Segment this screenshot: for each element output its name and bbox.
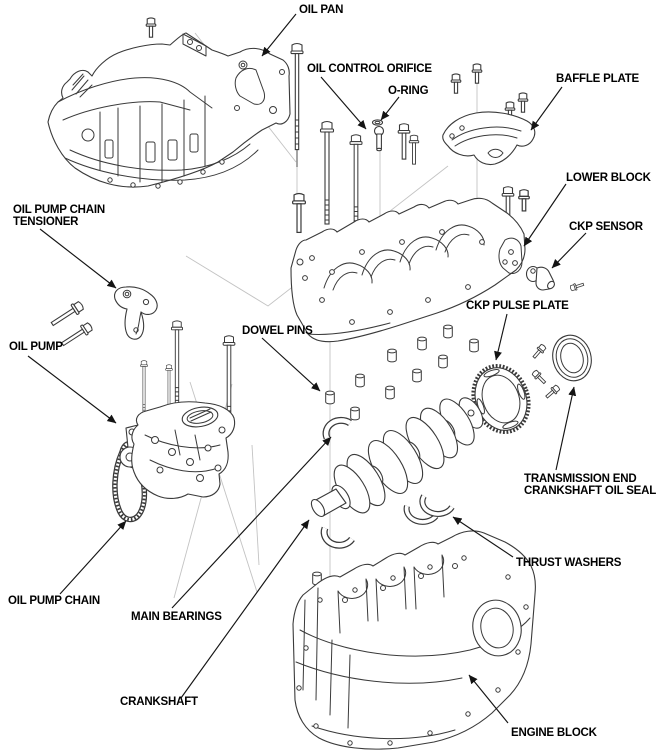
baffle-plate-drawing <box>443 112 535 165</box>
label-crankshaft: CRANKSHAFT <box>120 696 198 708</box>
ckp-sensor-drawing <box>527 267 556 291</box>
label-oil-control-orifice: OIL CONTROL ORIFICE <box>307 63 432 75</box>
oil-pump-chain-tensioner-drawing <box>115 287 158 339</box>
crankshaft-oil-seal-drawing <box>548 331 597 385</box>
label-thrust-washers: THRUST WASHERS <box>516 557 622 569</box>
label-oil-pump-chain: OIL PUMP CHAIN <box>8 595 100 607</box>
o-ring-leader <box>381 97 399 120</box>
tensioner-leader <box>40 229 116 288</box>
lower-block-leader <box>524 184 566 246</box>
ckp-sensor-bolt <box>570 281 585 292</box>
ckp-pulse-plate-leader <box>496 314 507 360</box>
label-oil-pan: OIL PAN <box>299 4 344 16</box>
label-lower-block: LOWER BLOCK <box>566 172 651 184</box>
o-ring-drawing <box>373 120 383 125</box>
oil-pump-leader <box>28 356 116 423</box>
bolt <box>146 18 156 37</box>
label-baffle-plate: BAFFLE PLATE <box>556 73 639 85</box>
label-ckp-pulse-plate: CKP PULSE PLATE <box>466 300 569 312</box>
pulse-plate-bolt <box>531 369 547 385</box>
oil-pump-drawing <box>120 402 235 499</box>
label-dowel-pins: DOWEL PINS <box>242 325 313 337</box>
label-o-ring: O-RING <box>388 85 429 97</box>
seal-bolt <box>531 343 547 360</box>
crankshaft-leader <box>181 520 309 698</box>
label-oil-pump-chain-tensioner-line2: TENSIONER <box>13 216 79 228</box>
label-oil-pump: OIL PUMP <box>9 341 63 353</box>
oil-pan-leader <box>262 14 296 56</box>
label-transmission-end-seal-line1: TRANSMISSION END <box>524 473 637 485</box>
label-main-bearings: MAIN BEARINGS <box>131 611 222 623</box>
engine-block-drawing <box>293 531 535 749</box>
thrust-washers-drawing <box>407 496 452 522</box>
label-oil-pump-chain-tensioner-line1: OIL PUMP CHAIN <box>13 204 105 216</box>
label-transmission-end-seal-line2: CRANKSHAFT OIL SEAL <box>524 485 657 497</box>
oil-pan-drawing <box>48 33 290 188</box>
oil-pump-chain-leader <box>60 521 126 594</box>
dowel-pins-leader <box>262 338 320 391</box>
oil-control-orifice-drawing <box>375 127 384 151</box>
oil-pan-long-bolt <box>291 44 303 168</box>
label-engine-block: ENGINE BLOCK <box>511 727 597 739</box>
label-ckp-sensor: CKP SENSOR <box>569 221 643 233</box>
crankshaft-drawing <box>309 394 488 519</box>
ckp-sensor-leader <box>552 233 586 268</box>
baffle-plate-leader <box>531 87 562 130</box>
oil-seal-leader <box>556 387 574 470</box>
seal-bolt <box>544 384 561 400</box>
